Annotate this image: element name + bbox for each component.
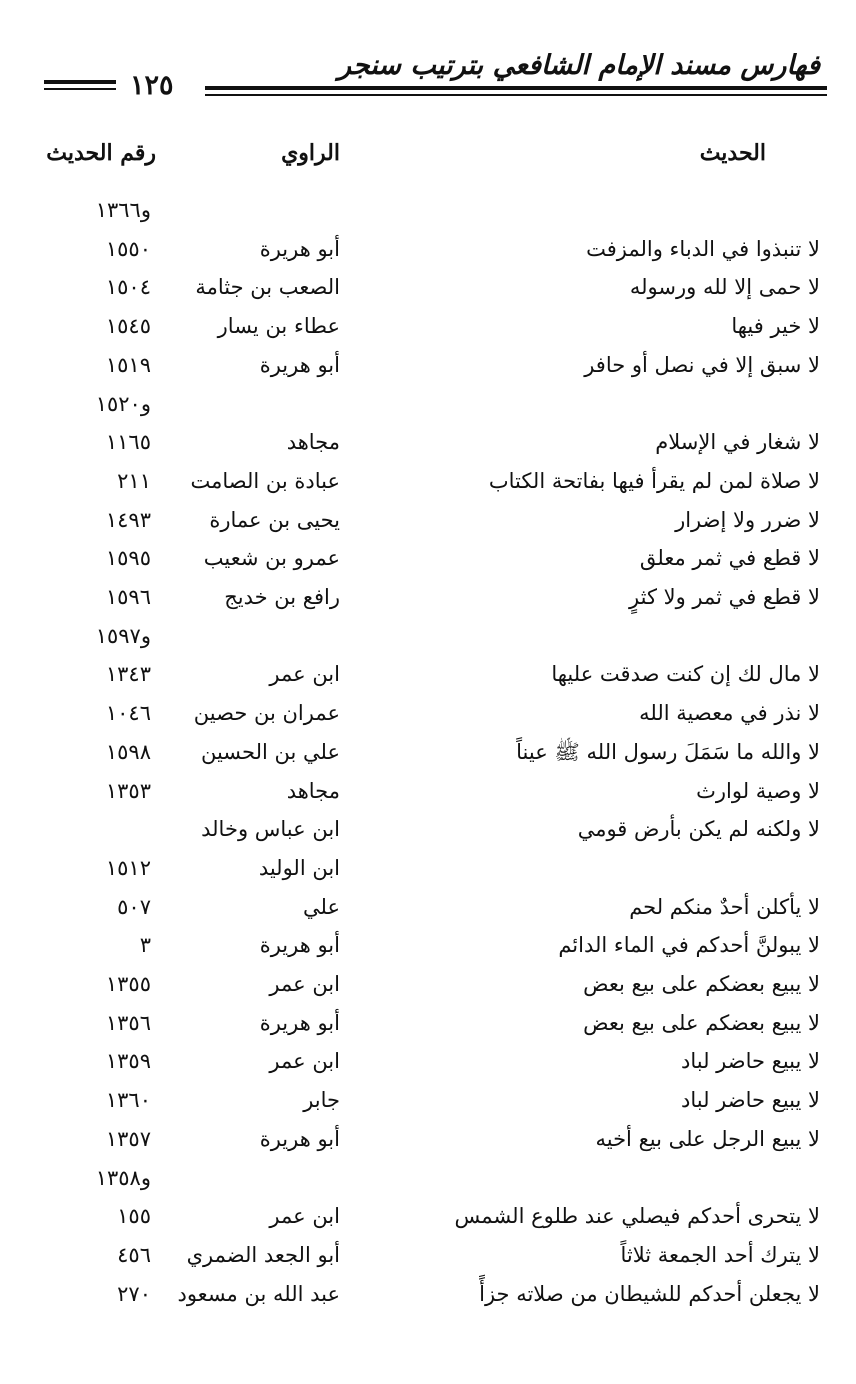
hadith-text: لا سبق إلا في نصل أو حافر [584,352,820,377]
narrator-name: ابن عمر [269,662,340,687]
table-row [0,462,856,500]
narrator-name: أبو هريرة [259,236,340,261]
header-rule-right-bottom [205,94,827,96]
hadith-number: ١٥٩٦ [105,585,151,609]
hadith-text: لا صلاة لمن لم يقرأ فيها بفاتحة الكتاب [488,468,820,493]
hadith-text: لا يبولنَّ أحدكم في الماء الدائم [558,933,820,958]
hadith-number: ١٣٥٣ [105,778,151,803]
hadith-number: ١٣٦٠ [105,1088,151,1113]
hadith-text: لا يأكلن أحدٌ منكم لحم [629,894,820,919]
narrator-name: عبادة بن الصامت [190,468,340,493]
hadith-number: ١٣٥٥ [105,972,151,996]
hadith-text: لا يترك أحد الجمعة ثلاثاً [620,1242,820,1267]
narrator-name: عمرو بن شعيب [203,546,340,571]
running-title: فهارس مسند الإمام الشافعي بترتيب سنجر [337,50,820,81]
hadith-number: ٣ [139,933,151,958]
narrator-name: أبو هريرة [259,1010,340,1035]
narrator-name: ابن عمر [269,1204,340,1229]
hadith-text: لا يبيع حاضر لباد [681,1088,820,1113]
table-row [0,694,856,732]
hadith-number: ١٥١٢ [105,855,151,880]
hadith-number: ١٥٤٥ [105,314,151,339]
hadith-number: ١٤٩٣ [105,507,151,532]
hadith-text: لا يبيع الرجل على بيع أخيه [595,1126,820,1151]
hadith-text: لا يجعلن أحدكم للشيطان من صلاته جزأً [479,1281,820,1306]
hadith-number: و١٥٩٧ [95,623,151,648]
hadith-number: ٢١١ [117,468,151,493]
table-row [0,1197,856,1235]
table-row [0,1236,856,1274]
table-row [0,191,856,229]
column-header-hadith: الحديث [699,140,766,166]
narrator-name: أبو هريرة [259,933,340,958]
narrator-name: جابر [303,1088,340,1113]
narrator-name: يحيى بن عمارة [209,507,340,532]
hadith-number: ١٠٤٦ [105,701,151,726]
hadith-number: ١٥٩٥ [105,546,151,571]
hadith-number: ١٣٥٩ [105,1049,151,1074]
table-row [0,772,856,810]
page-header [0,0,856,110]
hadith-number: ١٥٠٤ [105,275,151,300]
table-row [0,617,856,655]
hadith-text: لا خير فيها [731,314,820,339]
hadith-number: و١٥٢٠ [95,391,151,416]
column-header-narrator: الراوي [281,140,340,166]
table-row [0,888,856,926]
table-row [0,1120,856,1158]
table-row [0,926,856,964]
table-row [0,1081,856,1119]
narrator-name: عمران بن حصين [193,701,340,726]
table-row [0,501,856,539]
table-row [0,810,856,848]
hadith-text: لا ولكنه لم يكن بأرض قومي [577,817,820,842]
narrator-name: مجاهد [286,430,340,455]
table-row [0,1004,856,1042]
hadith-number: ٥٠٧ [117,894,151,919]
narrator-name: ابن عمر [269,1049,340,1074]
table-row [0,230,856,268]
table-row [0,423,856,461]
narrator-name: أبو هريرة [259,352,340,377]
table-row [0,1159,856,1197]
hadith-text: لا شغار في الإسلام [655,430,820,455]
table-row [0,385,856,423]
narrator-name: أبو هريرة [259,1126,340,1151]
hadith-text: لا يبيع بعضكم على بيع بعض [583,972,820,996]
hadith-number: ١٣٥٧ [105,1126,151,1151]
narrator-name: علي [303,894,340,919]
narrator-name: أبو الجعد الضمري [186,1242,340,1267]
column-header-number: رقم الحديث [46,140,156,166]
narrator-name: عطاء بن يسار [217,314,340,339]
narrator-name: ابن الوليد [258,855,340,880]
table-row [0,578,856,616]
hadith-number: ١٥٥ [117,1204,151,1229]
table-row [0,307,856,345]
header-rule-left-bottom [44,88,116,90]
hadith-number: ٤٥٦ [117,1242,151,1267]
table-row [0,268,856,306]
table-row [0,965,856,1003]
table-row [0,1042,856,1080]
page-number: ١٢٥ [130,70,174,101]
hadith-number: ٢٧٠ [117,1281,151,1306]
table-row [0,733,856,771]
narrator-name: ابن عباس وخالد [201,817,340,842]
narrator-name: الصعب بن جثامة [195,275,340,300]
hadith-text: لا قطع في ثمر ولا كثرٍ [629,585,820,609]
table-row [0,849,856,887]
hadith-text: لا ضرر ولا إضرار [675,507,820,532]
hadith-number: ١٣٥٦ [105,1010,151,1035]
hadith-text: لا يتحرى أحدكم فيصلي عند طلوع الشمس [454,1204,820,1229]
narrator-name: رافع بن خديج [224,585,340,609]
hadith-number: ١٥٩٨ [105,739,151,764]
hadith-number: ١١٦٥ [105,430,151,455]
header-rule-right-top [205,86,827,90]
table-row [0,655,856,693]
hadith-number: و١٣٥٨ [95,1165,151,1190]
hadith-number: ١٥٥٠ [105,236,151,261]
table-row [0,539,856,577]
hadith-number: ١٥١٩ [105,352,151,377]
hadith-number: و١٣٦٦ [95,198,151,222]
hadith-text: لا نذر في معصية الله [639,701,820,726]
hadith-text: لا قطع في ثمر معلق [639,546,820,571]
hadith-text: لا والله ما سَمَلَ رسول الله ﷺ عيناً [516,739,820,764]
hadith-text: لا يبيع حاضر لباد [681,1049,820,1074]
header-rule-left-top [44,80,116,84]
narrator-name: مجاهد [286,778,340,803]
hadith-text: لا وصية لوارث [696,778,820,803]
narrator-name: ابن عمر [269,972,340,996]
hadith-text: لا يبيع بعضكم على بيع بعض [583,1010,820,1035]
table-row [0,346,856,384]
narrator-name: علي بن الحسين [200,739,340,764]
hadith-number: ١٣٤٣ [105,662,151,687]
hadith-text: لا تنبذوا في الدباء والمزفت [586,236,820,261]
hadith-text: لا حمى إلا لله ورسوله [629,275,820,300]
hadith-text: لا مال لك إن كنت صدقت عليها [551,662,820,687]
table-row [0,1275,856,1313]
narrator-name: عبد الله بن مسعود [177,1281,340,1306]
